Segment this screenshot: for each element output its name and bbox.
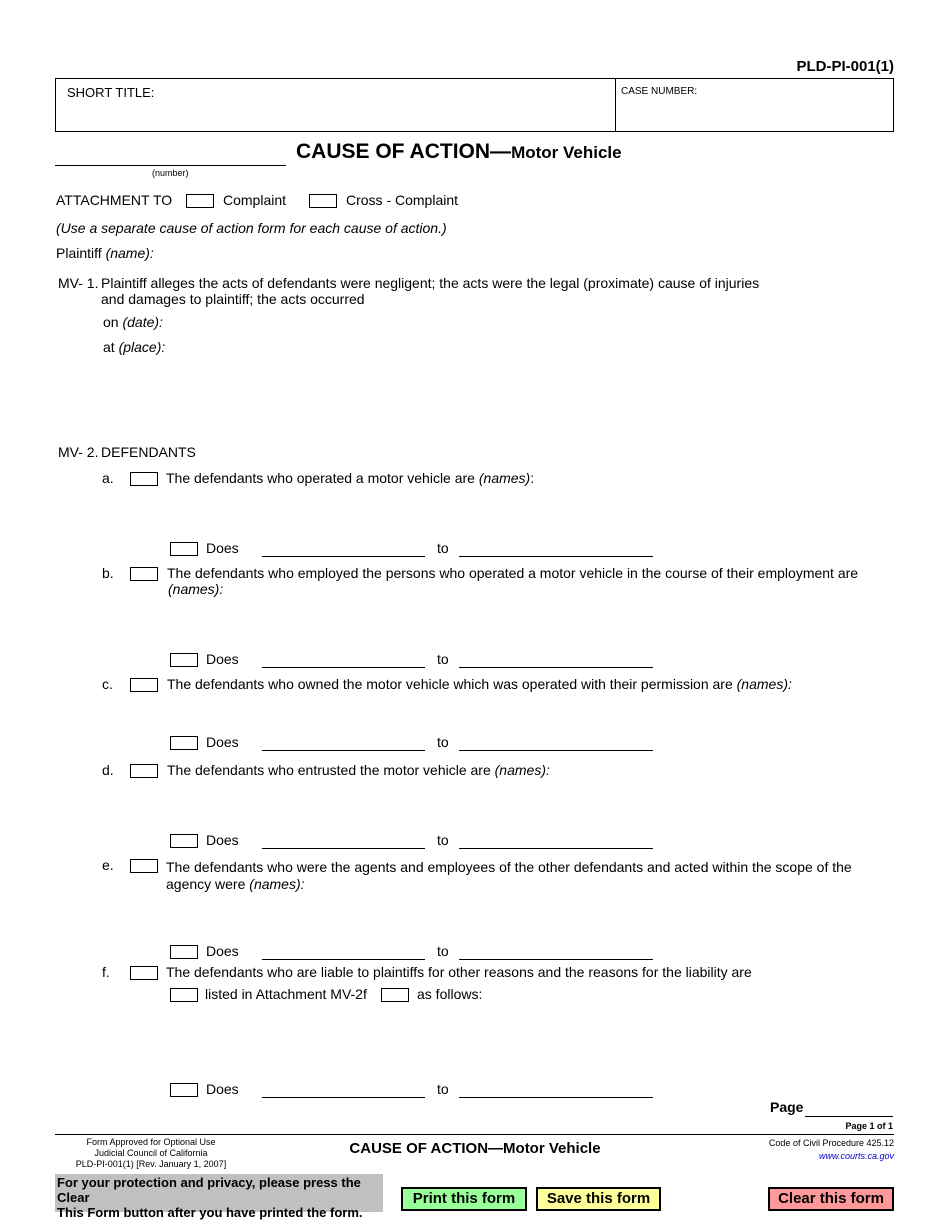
footer-left-line1: Form Approved for Optional Use	[86, 1137, 216, 1147]
item-c-names-field[interactable]	[166, 694, 886, 730]
mv1-place-row	[103, 339, 165, 355]
item-f-does-checkbox[interactable]	[170, 1083, 198, 1097]
mv1-date-hint: (date):	[122, 314, 163, 330]
item-f-does-from-field[interactable]	[262, 1097, 425, 1098]
item-f-does-to-field[interactable]	[459, 1097, 653, 1098]
mv1-on-label: on	[103, 314, 119, 330]
save-button[interactable]: Save this form	[536, 1187, 661, 1211]
instruction-text: (Use a separate cause of action form for each cause of action.)	[56, 220, 447, 236]
mv1-place-field[interactable]	[170, 337, 890, 427]
page-label: Page	[770, 1099, 804, 1115]
item-b-does-to-field[interactable]	[459, 667, 653, 668]
cross-complaint-label: Cross - Complaint	[346, 192, 459, 208]
page-number-field[interactable]	[805, 1116, 893, 1117]
item-f-attachment-checkbox[interactable]	[170, 988, 198, 1002]
mv1-number: MV- 1.	[58, 275, 99, 291]
item-f-checkbox[interactable]	[130, 966, 158, 980]
footer-left-line3: PLD-PI-001(1) [Rev. January 1, 2007]	[75, 1159, 227, 1169]
mv1-date-field[interactable]	[170, 312, 870, 332]
item-e-names-hint: (names):	[249, 876, 305, 892]
item-a-does-to-field[interactable]	[459, 556, 653, 557]
mv2-number: MV- 2.	[58, 444, 99, 460]
plaintiff-name-field[interactable]	[160, 242, 890, 262]
item-c-text: The defendants who owned the motor vehicle which was operated with their permission are	[167, 676, 733, 692]
item-c-does-checkbox[interactable]	[170, 736, 198, 750]
item-a-colon: :	[530, 470, 535, 486]
footer-link[interactable]: www.courts.ca.gov	[818, 1151, 894, 1161]
item-b-names-hint: (names):	[168, 581, 224, 597]
header-box	[55, 78, 894, 132]
item-c-letter: c.	[102, 676, 113, 692]
item-c-does-from-field[interactable]	[262, 750, 425, 751]
item-e-checkbox[interactable]	[130, 859, 158, 873]
plaintiff-label: Plaintiff	[56, 245, 102, 261]
plaintiff-name-hint: (name):	[105, 245, 154, 261]
item-d-does-from-field[interactable]	[262, 848, 425, 849]
item-f-to-label: to	[437, 1081, 449, 1097]
item-e-names-field[interactable]	[310, 874, 886, 936]
item-a-text: The defendants who operated a motor vehicle are	[166, 470, 475, 486]
short-title-field[interactable]	[151, 83, 611, 127]
item-f-as-follows-checkbox[interactable]	[381, 988, 409, 1002]
mv2-heading: DEFENDANTS	[101, 444, 196, 460]
privacy-note	[55, 1174, 383, 1220]
item-d-does-checkbox[interactable]	[170, 834, 198, 848]
item-a-letter: a.	[102, 470, 114, 486]
item-b-text: The defendants who employed the persons who operated a motor vehicle in the course of their employment are	[167, 565, 859, 581]
item-e-text-line2-row	[166, 876, 305, 892]
page-title	[296, 140, 622, 164]
item-b-to-label: to	[437, 651, 449, 667]
item-e-does-from-field[interactable]	[262, 959, 425, 960]
item-f-does-label: Does	[206, 1081, 239, 1097]
clear-button[interactable]: Clear this form	[768, 1187, 894, 1211]
mv1-date-row	[103, 314, 163, 330]
item-e-does-checkbox[interactable]	[170, 945, 198, 959]
item-a-checkbox[interactable]	[130, 472, 158, 486]
item-e-letter: e.	[102, 857, 114, 873]
print-button[interactable]: Print this form	[401, 1187, 527, 1211]
item-c-to-label: to	[437, 734, 449, 750]
item-f-letter: f.	[102, 964, 110, 980]
mv1-text-line2: and damages to plaintiff; the acts occurred	[101, 291, 365, 307]
case-number-field[interactable]	[621, 101, 889, 127]
item-e-does-to-field[interactable]	[459, 959, 653, 960]
item-c-text-row	[167, 676, 792, 692]
item-d-does-to-field[interactable]	[459, 848, 653, 849]
page-of: Page 1 of 1	[845, 1121, 893, 1131]
footer-title: CAUSE OF ACTION—Motor Vehicle	[349, 1140, 601, 1157]
footer-left	[56, 1137, 246, 1170]
mv1-text-line1: Plaintiff alleges the acts of defendants were negligent; the acts were the legal (proximate) cause of injuries	[101, 275, 760, 291]
item-d-letter: d.	[102, 762, 114, 778]
mv1-at-label: at	[103, 339, 115, 355]
attachment-label: ATTACHMENT TO	[56, 192, 173, 208]
item-f-text: The defendants who are liable to plaintiffs for other reasons and the reasons for the liability are	[166, 964, 752, 980]
item-d-text-row	[167, 762, 550, 778]
cause-number-label: (number)	[152, 168, 189, 178]
item-d-to-label: to	[437, 832, 449, 848]
item-b-checkbox[interactable]	[130, 567, 158, 581]
item-b-names-field[interactable]	[230, 580, 886, 646]
item-a-does-checkbox[interactable]	[170, 542, 198, 556]
privacy-note-line1: For your protection and privacy, please press the Clear	[57, 1175, 361, 1205]
item-b-does-label: Does	[206, 651, 239, 667]
item-a-to-label: to	[437, 540, 449, 556]
item-b-does-checkbox[interactable]	[170, 653, 198, 667]
title-sub: Motor Vehicle	[511, 143, 622, 162]
plaintiff-row	[56, 245, 154, 261]
footer-rule	[55, 1134, 894, 1135]
item-e-to-label: to	[437, 943, 449, 959]
item-b-letter: b.	[102, 565, 114, 581]
item-a-names-hint: (names)	[478, 470, 531, 486]
complaint-label: Complaint	[223, 192, 287, 208]
case-number-label: CASE NUMBER:	[621, 86, 698, 97]
item-f-attachment-label: listed in Attachment MV-2f	[205, 986, 367, 1002]
footer-code: Code of Civil Procedure 425.12	[768, 1138, 894, 1148]
footer-right	[700, 1137, 894, 1163]
item-f-reasons-field[interactable]	[166, 1006, 886, 1074]
form-id: PLD-PI-001(1)	[796, 58, 894, 75]
item-e-text-line1: The defendants who were the agents and employees of the other defendants and acted within the scope of the	[166, 859, 852, 875]
item-e-text-line2: agency were	[166, 876, 246, 892]
short-title-label: SHORT TITLE:	[67, 85, 155, 100]
item-d-checkbox[interactable]	[130, 764, 158, 778]
item-a-names-field[interactable]	[166, 490, 886, 536]
item-f-as-follows-label: as follows:	[417, 986, 483, 1002]
header-divider	[615, 79, 616, 131]
item-c-does-to-field[interactable]	[459, 750, 653, 751]
cross-complaint-checkbox[interactable]	[309, 194, 337, 208]
mv1-place-hint: (place):	[118, 339, 166, 355]
item-c-checkbox[interactable]	[130, 678, 158, 692]
item-c-does-label: Does	[206, 734, 239, 750]
item-d-names-hint: (names):	[494, 762, 550, 778]
item-a-does-label: Does	[206, 540, 239, 556]
item-a-text-row	[166, 470, 534, 486]
item-e-does-label: Does	[206, 943, 239, 959]
item-d-text: The defendants who entrusted the motor vehicle are	[167, 762, 491, 778]
cause-number-field[interactable]	[55, 165, 286, 166]
item-c-names-hint: (names):	[736, 676, 792, 692]
privacy-note-line2: This Form button after you have printed the form.	[57, 1205, 363, 1220]
footer-left-line2: Judicial Council of California	[94, 1148, 208, 1158]
item-a-does-from-field[interactable]	[262, 556, 425, 557]
item-d-does-label: Does	[206, 832, 239, 848]
item-d-names-field[interactable]	[166, 782, 886, 828]
title-main: CAUSE OF ACTION—	[296, 140, 512, 163]
complaint-checkbox[interactable]	[186, 194, 214, 208]
item-b-does-from-field[interactable]	[262, 667, 425, 668]
